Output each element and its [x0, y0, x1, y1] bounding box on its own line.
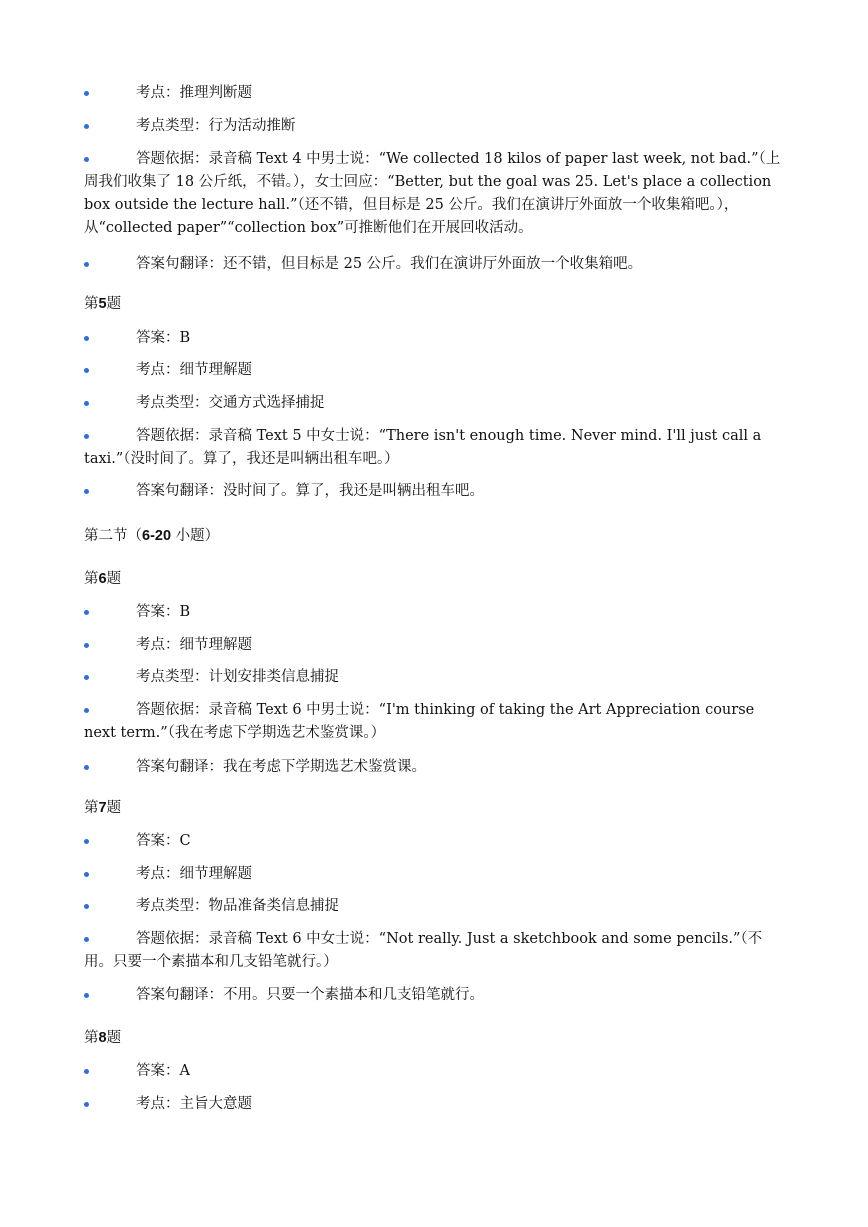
- list-item: [84, 425, 784, 471]
- bullet-icon: [84, 401, 89, 406]
- list-item: [84, 634, 784, 657]
- list-item-text: 考点：细节理解题: [136, 866, 252, 882]
- list-item: [84, 480, 784, 503]
- list-item: [84, 601, 784, 624]
- bullet-icon: [84, 91, 89, 96]
- list-item: [84, 928, 784, 974]
- bullet-icon: [84, 675, 89, 680]
- section-range: 6-20: [142, 528, 172, 544]
- bullet-icon: [84, 157, 89, 162]
- list-item: [84, 148, 784, 240]
- list-item-text: 考点类型：行为活动推断: [136, 118, 296, 134]
- bullet-icon: [84, 434, 89, 439]
- question-heading: 第7题: [84, 800, 122, 816]
- bullet-icon: [84, 610, 89, 615]
- bullet-icon: [84, 489, 89, 494]
- list-item-text: 答题依据：录音稿 Text 4 中男士说：“We collected 18 kilos of paper last week, not bad.”（上周我们收集了 18 公斤纸，不错。），女士回应：“Better, but the goal was 25. Let's place a collection box outside the lecture hall.”（还不错，但目标是 25 公斤。我们在演讲厅外面放一个收集箱吧。），从“collected paper”“collection box”可推断他们在开展回收活动。: [84, 151, 781, 236]
- list-item: [84, 895, 784, 918]
- list-item: [84, 863, 784, 886]
- list-item: [84, 253, 784, 276]
- bullet-icon: [84, 262, 89, 267]
- section-heading: 第二节（6-20 小题）: [84, 528, 220, 544]
- list-item-text: 考点类型：计划安排类信息捕捉: [136, 669, 339, 685]
- bullet-icon: [84, 993, 89, 998]
- list-item: [84, 830, 784, 853]
- bullet-icon: [84, 368, 89, 373]
- list-item-text: 考点：主旨大意题: [136, 1096, 252, 1112]
- list-item-text: 考点：细节理解题: [136, 637, 252, 653]
- list-item-text: 考点：细节理解题: [136, 362, 252, 378]
- list-item-text: 答案句翻译：我在考虑下学期选艺术鉴赏课。: [136, 759, 426, 775]
- question-heading: 第8题: [84, 1030, 122, 1046]
- bullet-icon: [84, 839, 89, 844]
- list-item: [84, 359, 784, 382]
- list-item-text: 考点类型：物品准备类信息捕捉: [136, 898, 339, 914]
- list-item: [84, 327, 784, 350]
- list-item-text: 答案句翻译：没时间了。算了，我还是叫辆出租车吧。: [136, 483, 484, 499]
- bullet-icon: [84, 904, 89, 909]
- list-item: [84, 82, 784, 105]
- list-item-text: 答案：A: [136, 1063, 190, 1079]
- list-item: [84, 666, 784, 689]
- question-heading: 第5题: [84, 296, 122, 312]
- question-number: 5: [98, 296, 107, 312]
- list-item-text: 答案句翻译：不用。只要一个素描本和几支铅笔就行。: [136, 987, 484, 1003]
- list-item-text: 答案句翻译：还不错，但目标是 25 公斤。我们在演讲厅外面放一个收集箱吧。: [136, 256, 643, 272]
- bullet-icon: [84, 643, 89, 648]
- list-item-text: 答题依据：录音稿 Text 6 中女士说：“Not really. Just a sketchbook and some pencils.”（不用。只要一个素描本和几支铅笔就行。）: [84, 931, 763, 970]
- list-item-text: 考点类型：交通方式选择捕捉: [136, 395, 325, 411]
- question-number: 7: [98, 800, 107, 816]
- list-item: [84, 1093, 784, 1116]
- bullet-icon: [84, 124, 89, 129]
- bullet-icon: [84, 1102, 89, 1107]
- list-item-text: 答题依据：录音稿 Text 5 中女士说：“There isn't enough time. Never mind. I'll just call a taxi.”（没时间了。算了，我还是叫辆出租车吧。）: [84, 428, 762, 467]
- list-item-text: 考点：推理判断题: [136, 85, 252, 101]
- bullet-icon: [84, 765, 89, 770]
- list-item-text: 答案：B: [136, 330, 191, 346]
- list-item-text: 答案：B: [136, 604, 191, 620]
- question-number: 8: [98, 1030, 107, 1046]
- list-item-text: 答题依据：录音稿 Text 6 中男士说：“I'm thinking of taking the Art Appreciation course next term.”（我在考虑下学期选艺术鉴赏课。）: [84, 702, 755, 741]
- bullet-icon: [84, 708, 89, 713]
- list-item: [84, 1060, 784, 1083]
- bullet-icon: [84, 937, 89, 942]
- list-item: [84, 699, 784, 745]
- list-item: [84, 984, 784, 1007]
- list-item: [84, 392, 784, 415]
- bullet-icon: [84, 1069, 89, 1074]
- question-number: 6: [98, 571, 107, 587]
- bullet-icon: [84, 336, 89, 341]
- list-item: [84, 756, 784, 779]
- bullet-icon: [84, 872, 89, 877]
- question-heading: 第6题: [84, 571, 122, 587]
- list-item-text: 答案：C: [136, 833, 191, 849]
- list-item: [84, 115, 784, 138]
